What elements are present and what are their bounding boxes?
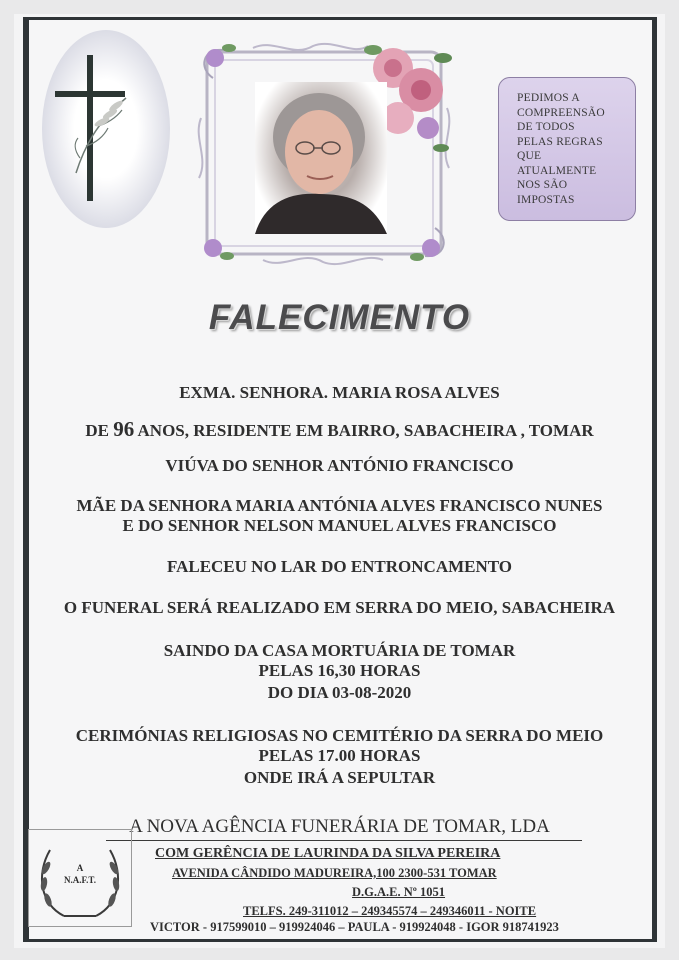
departure-date-line: DO DIA 03-08-2020	[267, 683, 412, 702]
agency-contacts: VICTOR - 917599010 – 919924046 – PAULA - 919924048 - IGOR 918741923	[150, 920, 559, 934]
death-place-line: FALECEU NO LAR DO ENTRONCAMENTO	[166, 557, 513, 576]
age-prefix: DE	[85, 421, 114, 440]
notice-line: COMPREENSÃO	[517, 106, 605, 119]
deceased-name-line: EXMA. SENHORA. MARIA ROSA ALVES	[179, 383, 500, 402]
departure-line: SAINDO DA CASA MORTUÁRIA DE TOMAR	[163, 641, 516, 660]
agency-name: A NOVA AGÊNCIA FUNERÁRIA DE TOMAR, LDA	[129, 816, 550, 837]
departure-time-line: PELAS 16,30 HORAS	[258, 661, 421, 680]
notice-line: PELAS REGRAS	[517, 135, 603, 148]
deceased-portrait-photo	[255, 82, 387, 234]
wheat-icon	[66, 88, 136, 178]
ceremony-time-line: PELAS 17.00 HORAS	[258, 746, 421, 765]
mother-line: MÃE DA SENHORA MARIA ANTÓNIA ALVES FRANCISCO NUNES	[76, 496, 603, 515]
notice-line: ATUALMENTE	[517, 164, 597, 177]
widow-line: VIÚVA DO SENHOR ANTÓNIO FRANCISCO	[165, 456, 514, 475]
agency-dgae: D.G.A.E. Nº 1051	[352, 885, 446, 899]
agency-address: AVENIDA CÂNDIDO MADUREIRA,100 2300-531 TOMAR	[172, 866, 497, 880]
notice-line: NOS SÃO	[517, 179, 568, 191]
ceremony-line: CERIMÓNIAS RELIGIOSAS NO CEMITÉRIO DA SERRA DO MEIO	[75, 726, 604, 745]
notice-text	[509, 91, 625, 207]
logo-line: A	[76, 863, 84, 873]
burial-line: ONDE IRÁ A SEPULTAR	[243, 768, 436, 787]
age-residence-line	[0, 417, 679, 442]
funeral-location-line: O FUNERAL SERÁ REALIZADO EM SERRA DO MEIO, SABACHEIRA	[63, 598, 616, 617]
notice-line: IMPOSTAS	[517, 193, 575, 206]
notice-line: DE TODOS	[517, 121, 575, 133]
notice-line: QUE	[517, 150, 542, 162]
agency-phones: TELFS. 249-311012 – 249345574 – 249346011 - NOITE	[243, 904, 537, 918]
logo-text	[36, 862, 124, 886]
age-value: 96	[113, 417, 135, 441]
notice-line: PEDIMOS A	[517, 92, 580, 104]
residence-text: ANOS, RESIDENTE EM BAIRRO, SABACHEIRA , TOMAR	[134, 421, 594, 440]
logo-line: N.A.F.T.	[63, 875, 96, 885]
son-line: E DO SENHOR NELSON MANUEL ALVES FRANCISCO	[122, 516, 557, 535]
agency-management: COM GERÊNCIA DE LAURINDA DA SILVA PEREIRA	[155, 846, 501, 861]
headline: FALECIMENTO	[208, 298, 471, 337]
agency-divider	[106, 840, 582, 841]
notice-box	[498, 77, 636, 221]
